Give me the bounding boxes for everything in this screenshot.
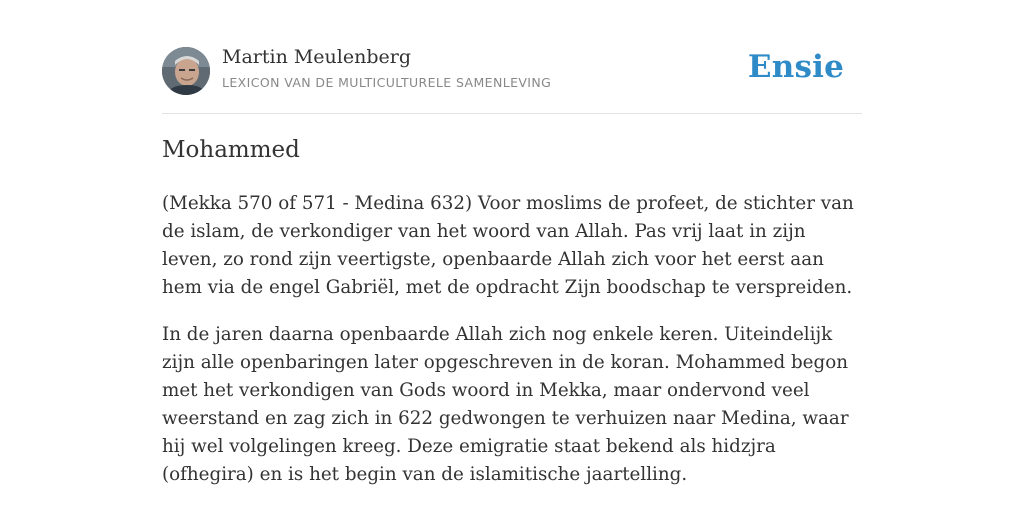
avatar[interactable] bbox=[162, 47, 210, 95]
paragraph: In de jaren daarna openbaarde Allah zich nog enkele keren. Uiteindelijk zijn alle openbaringen later opgeschreven in de koran. Mohammed begon met het verkondigen van Gods woord in Mekka, maar ondervond veel weerstand en zag zich in 622 gedwongen te verhuizen naar Medina, waar hij wel volgelingen kreeg. Deze emigratie staat bekend als hidzjra (ofhegira) en is het begin van de islamitische jaartelling. bbox=[162, 324, 849, 485]
entry-body bbox=[162, 190, 862, 508]
author-name[interactable]: Martin Meulenberg bbox=[222, 46, 411, 68]
entry-header bbox=[162, 0, 862, 114]
ensie-logo[interactable]: Ensie bbox=[747, 49, 844, 85]
source-lexicon[interactable]: LEXICON VAN DE MULTICULTURELE SAMENLEVING bbox=[222, 75, 552, 90]
author-photo-icon bbox=[162, 47, 210, 95]
paragraph: (Mekka 570 of 571 - Medina 632) Voor moslims de profeet, de stichter van de islam, de verkondiger van het woord van Allah. Pas vrij laat in zijn leven, zo rond zijn veertigste, openbaarde Allah zich voor het eerst aan hem via de engel Gabriël, met de opdracht Zijn boodschap te verspreiden. bbox=[162, 193, 854, 298]
page-title: Mohammed bbox=[162, 137, 300, 163]
entry-card bbox=[162, 0, 862, 485]
